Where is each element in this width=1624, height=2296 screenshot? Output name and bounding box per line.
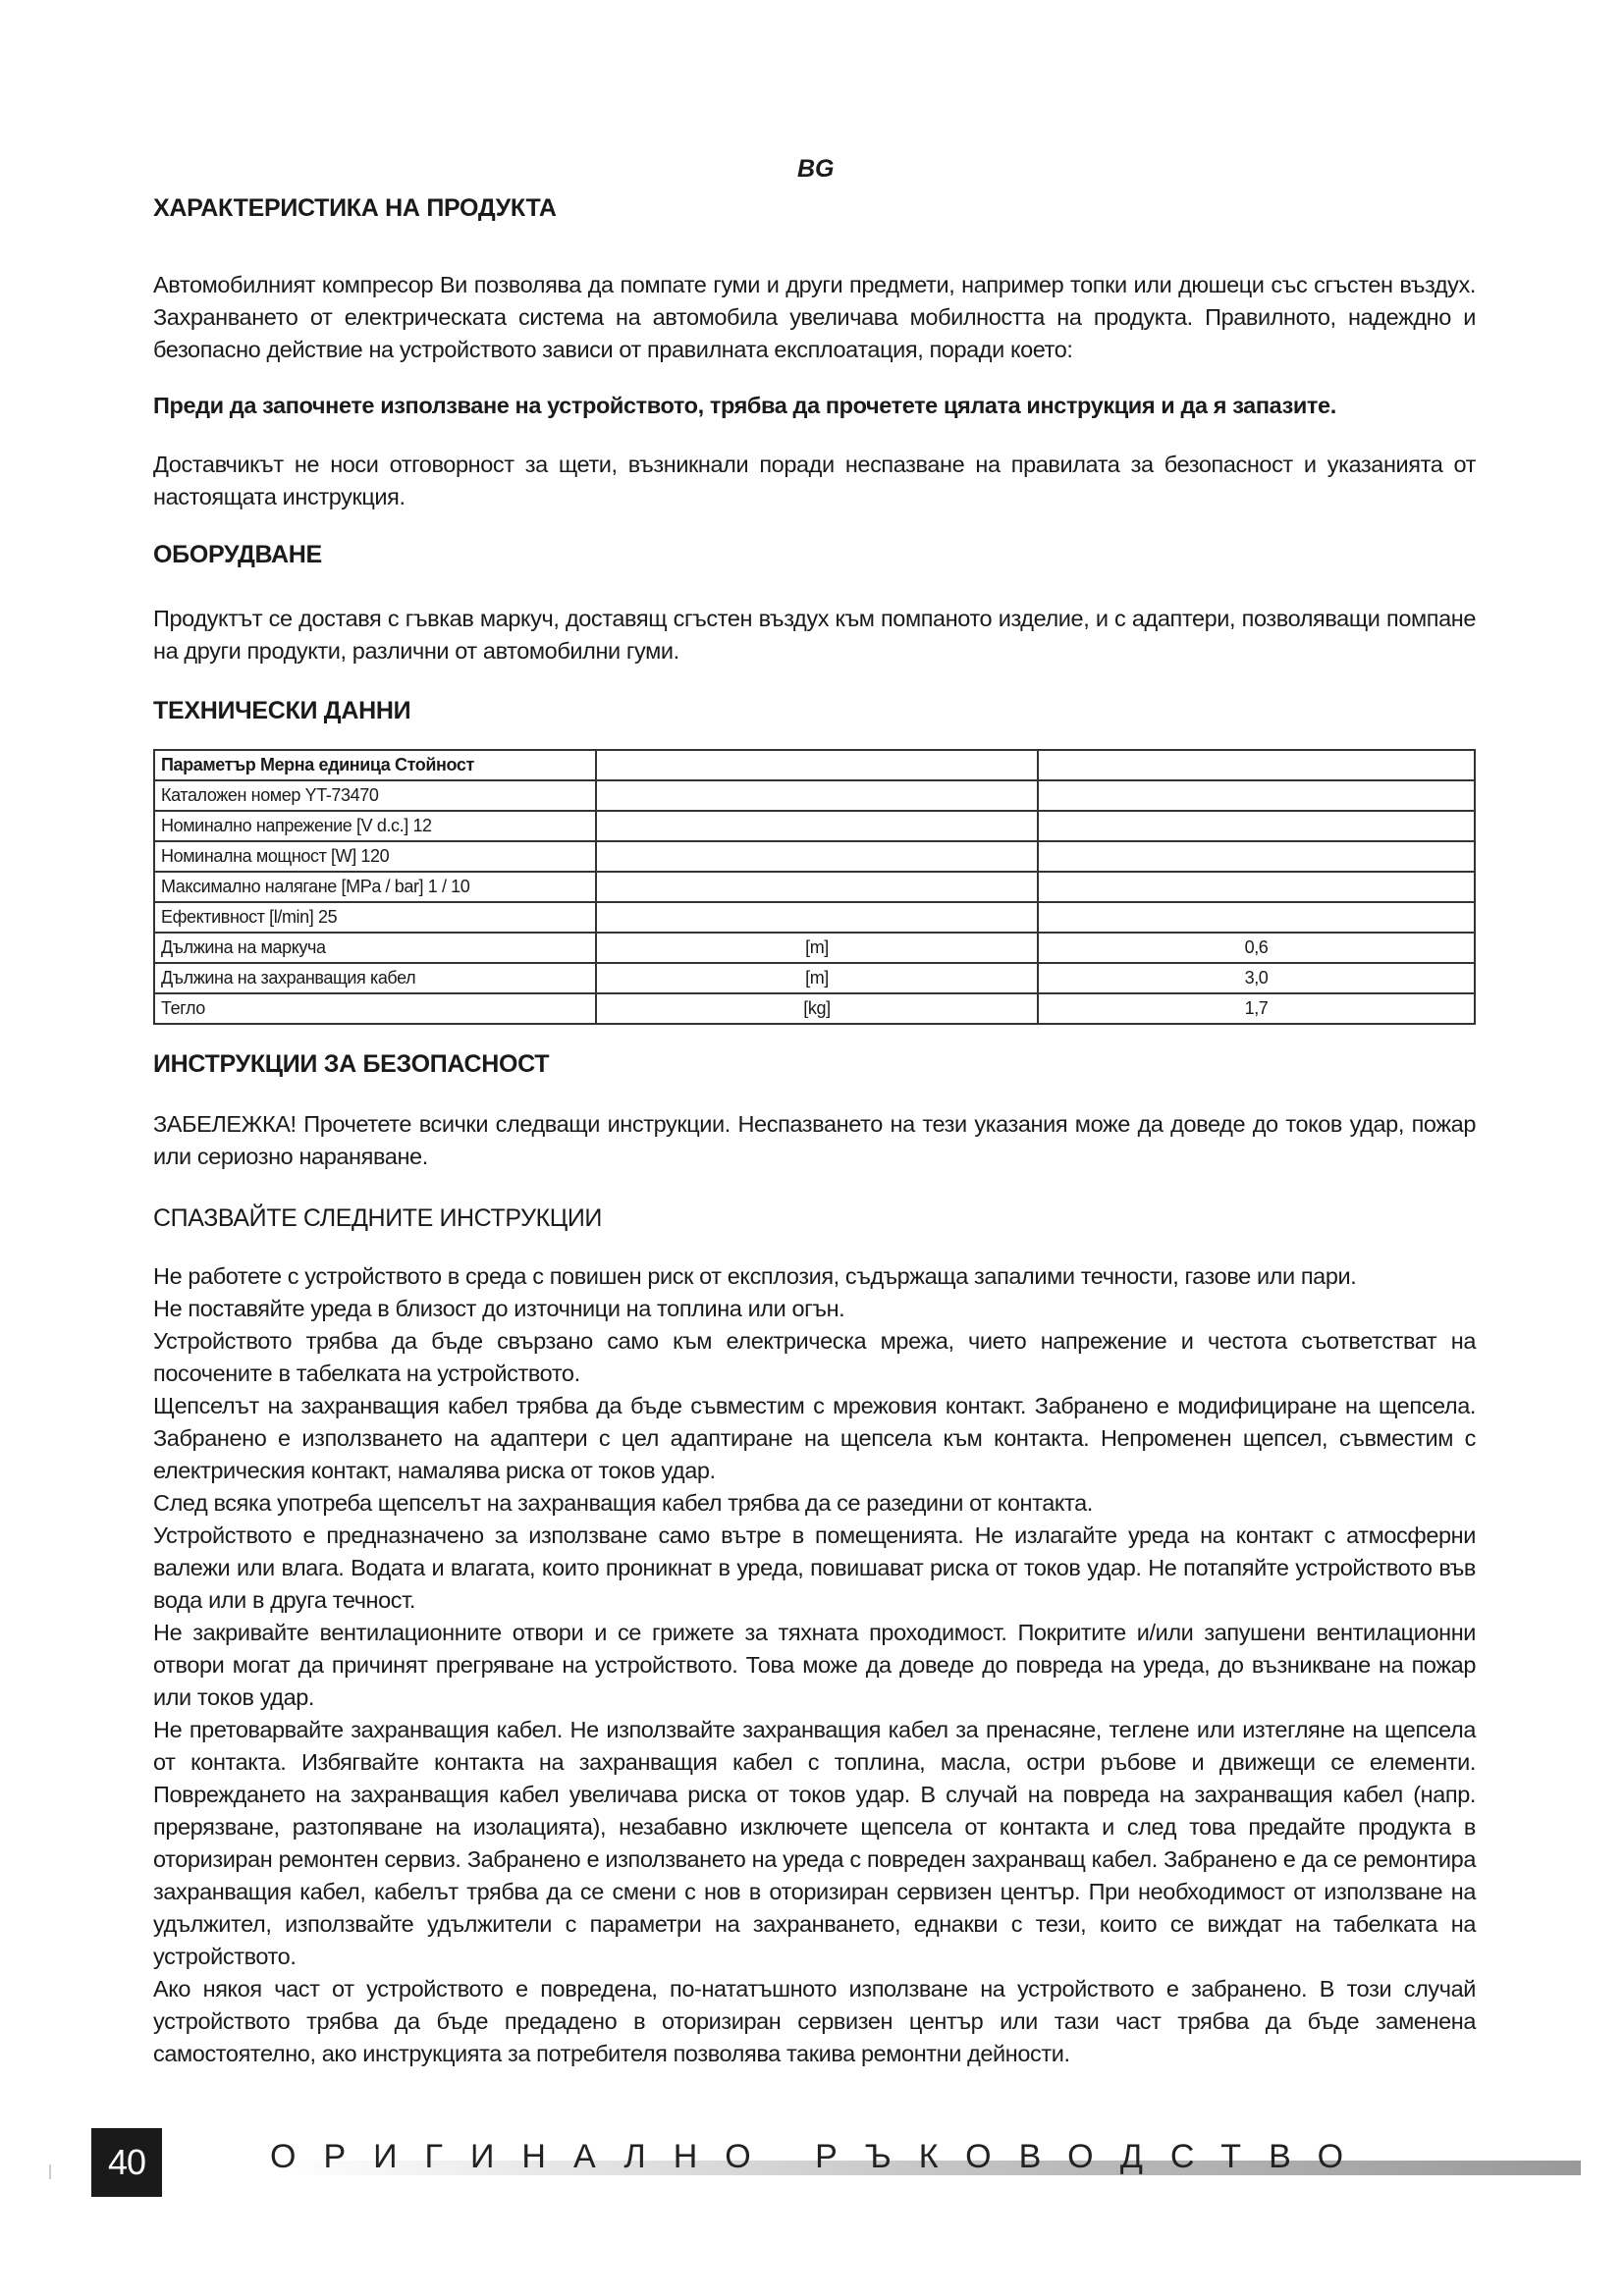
characteristics-paragraph: Автомобилният компресор Ви позволява да помпате гуми и други предмети, например топки или дюшеци със сгъстен въздух. Захранването от електрическата система на автомобила увеличава мобилността на продукта. Правилното, надеждно и безопасно действие на устройството зависи от правилната експлоатация, поради което: bbox=[153, 272, 1476, 362]
unit-cell: [kg] bbox=[596, 993, 1038, 1024]
technical-data-table bbox=[153, 749, 1476, 1025]
table-row bbox=[154, 811, 1475, 841]
value-cell: 0,6 bbox=[1038, 933, 1475, 963]
safety-instruction-item: След всяка употреба щепселът на захранващия кабел трябва да се разедини от контакта. bbox=[153, 1490, 1093, 1516]
table-row bbox=[154, 841, 1475, 872]
page-content bbox=[153, 194, 1476, 2070]
section-title-equipment: ОБОРУДВАНЕ bbox=[153, 541, 322, 568]
table-row bbox=[154, 933, 1475, 963]
value-cell: 3,0 bbox=[1038, 963, 1475, 993]
value-cell bbox=[1038, 780, 1475, 811]
safety-instruction-item: Не поставяйте уреда в близост до източници на топлина или огън. bbox=[153, 1296, 845, 1321]
safety-instruction-item: Ако някоя част от устройството е повредена, по-нататъшното използване на устройството е забранено. В този случай устройството трябва да бъде предадено в оторизиран сервизен център или тази част трябва да бъде заменена самостоятелно, ако инструкцията за потребителя позволява такива ремонтни дейности. bbox=[153, 1976, 1476, 2066]
unit-cell bbox=[596, 841, 1038, 872]
parameter-cell: Номинална мощност [W] 120 bbox=[154, 841, 596, 872]
parameter-cell: Дължина на маркуча bbox=[154, 933, 596, 963]
unit-cell: [m] bbox=[596, 963, 1038, 993]
safety-subtitle: СПАЗВАЙТЕ СЛЕДНИТЕ ИНСТРУКЦИИ bbox=[153, 1204, 602, 1232]
parameter-cell: Максимално налягане [MPa / bar] 1 / 10 bbox=[154, 872, 596, 902]
safety-instruction-item: Щепселът на захранващия кабел трябва да бъде съвместим с мрежовия контакт. Забранено е модифициране на щепсела. Забранено е използването на адаптери с цел адаптиране на щепсела към контакта. Непроменен щепсел, съвместим с електрическия контакт, намалява риска от токов удар. bbox=[153, 1393, 1476, 1483]
table-row bbox=[154, 780, 1475, 811]
table-row bbox=[154, 993, 1475, 1024]
unit-cell: [m] bbox=[596, 933, 1038, 963]
equipment-paragraph: Продуктът се доставя с гъвкав маркуч, доставящ сгъстен въздух към помпаното изделие, и с адаптери, позволяващи помпане на други продукти, различни от автомобилни гуми. bbox=[153, 606, 1476, 664]
footer-title: ОРИГИНАЛНО РЪКОВОДСТВО bbox=[270, 2138, 1372, 2175]
section-title-safety: ИНСТРУКЦИИ ЗА БЕЗОПАСНОСТ bbox=[153, 1050, 550, 1078]
section-title-characteristics: ХАРАКТЕРИСТИКА НА ПРОДУКТА bbox=[153, 194, 557, 222]
language-marker: BG bbox=[797, 155, 835, 183]
parameter-cell: Номинално напрежение [V d.c.] 12 bbox=[154, 811, 596, 841]
parameter-cell: Ефективност [l/min] 25 bbox=[154, 902, 596, 933]
value-cell: 1,7 bbox=[1038, 993, 1475, 1024]
safety-instruction-item: Не закривайте вентилационните отвори и се грижете за тяхната проходимост. Покритите и/или запушени вентилационни отвори могат да причинят прегряване на устройството. Това може да доведе до повреда на уреда, до възникване на пожар или токов удар. bbox=[153, 1620, 1476, 1710]
parameter-cell: Каталожен номер YT-73470 bbox=[154, 780, 596, 811]
table-row bbox=[154, 872, 1475, 902]
margin-mark bbox=[49, 2164, 51, 2179]
safety-note: ЗАБЕЛЕЖКА! Прочетете всички следващи инструкции. Неспазването на тези указания може да доведе до токов удар, пожар или сериозно нараняване. bbox=[153, 1111, 1476, 1169]
value-cell bbox=[1038, 841, 1475, 872]
liability-paragraph: Доставчикът не носи отговорност за щети, възникнали поради неспазване на правилата за безопасност и указанията от настоящата инструкция. bbox=[153, 452, 1476, 509]
unit-cell bbox=[596, 780, 1038, 811]
unit-cell bbox=[596, 872, 1038, 902]
parameter-cell: Параметър Мерна единица Стойност bbox=[154, 750, 596, 780]
parameter-cell: Тегло bbox=[154, 993, 596, 1024]
read-instructions-note: Преди да започнете използване на устройството, трябва да прочетете цялата инструкция и да я запазите. bbox=[153, 393, 1336, 418]
value-cell bbox=[1038, 872, 1475, 902]
section-title-technical: ТЕХНИЧЕСКИ ДАННИ bbox=[153, 697, 411, 724]
value-cell bbox=[1038, 811, 1475, 841]
unit-cell bbox=[596, 750, 1038, 780]
unit-cell bbox=[596, 902, 1038, 933]
parameter-cell: Дължина на захранващия кабел bbox=[154, 963, 596, 993]
safety-instruction-item: Устройството е предназначено за използване само вътре в помещенията. Не излагайте уреда на контакт с атмосферни валежи или влага. Водата и влагата, които проникнат в уреда, повишават риска от токов удар. Не потапяйте устройството във вода или в друга течност. bbox=[153, 1522, 1476, 1613]
page-number: 40 bbox=[91, 2128, 162, 2197]
value-cell bbox=[1038, 902, 1475, 933]
table-row bbox=[154, 902, 1475, 933]
value-cell bbox=[1038, 750, 1475, 780]
safety-instruction-item: Устройството трябва да бъде свързано само към електрическа мрежа, чието напрежение и честота съответстват на посочените в табелката на устройството. bbox=[153, 1328, 1476, 1386]
safety-instruction-item: Не претоварвайте захранващия кабел. Не използвайте захранващия кабел за пренасяне, теглене или изтегляне на щепсела от контакта. Избягвайте контакта на захранващия кабел с топлина, масла, остри ръбове и движещи се елементи. Повреждането на захранващия кабел увеличава риска от токов удар. В случай на повреда на захранващия кабел (напр. прерязване, разтопяване на изолацията), незабавно изключете щепсела от контакта и след това предайте продукта в оторизиран ремонтен сервиз. Забранено е използването на уреда с повреден захранващ кабел. Забранено е да се ремонтира захранващия кабел, кабелът трябва да се смени с нов в оторизиран сервизен център. При необходимост от използване на удължител, използвайте удължители с параметри на захранването, еднакви с тези, които се виждат на табелката на устройството. bbox=[153, 1717, 1476, 1969]
table-row bbox=[154, 963, 1475, 993]
safety-instructions-list bbox=[153, 1260, 1476, 2070]
unit-cell bbox=[596, 811, 1038, 841]
safety-instruction-item: Не работете с устройството в среда с повишен риск от експлозия, съдържаща запалими течности, газове или пари. bbox=[153, 1263, 1357, 1289]
table-header-row bbox=[154, 750, 1475, 780]
